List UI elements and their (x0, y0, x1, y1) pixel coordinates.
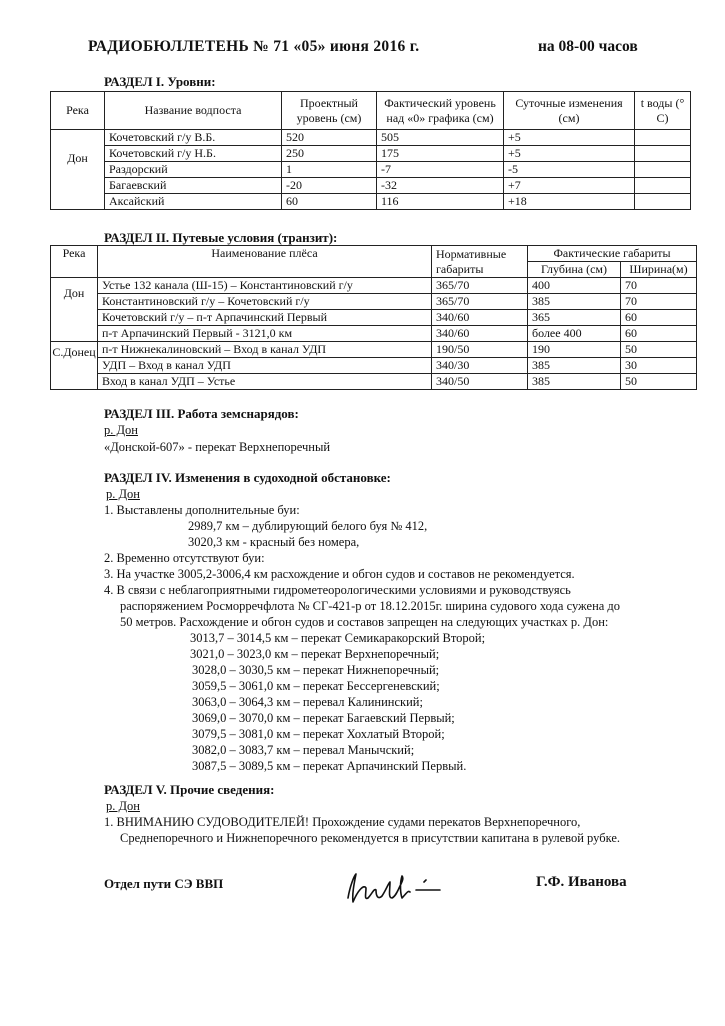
daily-change: +5 (504, 130, 635, 146)
section3-river: р. Дон (104, 423, 138, 437)
restricted-section: 3059,5 – 3061,0 км – перекат Бессергеневский; (192, 679, 440, 693)
col-normative: Нормативные габариты (432, 246, 528, 278)
actual-level: -7 (377, 162, 504, 178)
actual-level: 175 (377, 146, 504, 162)
table-row (51, 162, 691, 178)
width: 70 (621, 278, 697, 294)
daily-change: -5 (504, 162, 635, 178)
table-row (51, 146, 691, 162)
depth: 190 (528, 342, 621, 358)
bulletin-title: РАДИОБЮЛЛЕТЕНЬ № 71 «05» июня 2016 г. (88, 38, 420, 55)
post-name: Аксайский (105, 194, 282, 210)
depth: более 400 (528, 326, 621, 342)
col-depth: Глубина (см) (528, 262, 621, 278)
normative: 340/60 (432, 310, 528, 326)
col-post-name: Название водпоста (105, 92, 282, 130)
water-temp (635, 178, 691, 194)
col-reach-name: Наименование плёса (98, 246, 432, 278)
river-cell: Дон (51, 130, 105, 210)
actual-level: -32 (377, 178, 504, 194)
normative: 340/50 (432, 374, 528, 390)
col-actual-level: Фактический уровень над «0» графика (см) (377, 92, 504, 130)
reach-name: УДП – Вход в канал УДП (98, 358, 432, 374)
levels-header-row (51, 92, 691, 130)
normative: 365/70 (432, 294, 528, 310)
design-level: 250 (282, 146, 377, 162)
actual-level: 116 (377, 194, 504, 210)
design-level: 1 (282, 162, 377, 178)
section4-item1-buoy1: 2989,7 км – дублирующий белого буя № 412, (188, 519, 428, 533)
signer-name: Г.Ф. Иванова (536, 874, 627, 890)
col-river: Река (51, 92, 105, 130)
col-width: Ширина(м) (621, 262, 697, 278)
river-cell: Дон (51, 278, 98, 342)
post-name: Кочетовский г/у В.Б. (105, 130, 282, 146)
water-temp (635, 130, 691, 146)
section4-item3: 3. На участке 3005,2-3006,4 км расхождение и обгон судов и составов не рекомендуется. (104, 567, 575, 581)
water-temp (635, 162, 691, 178)
table-row (51, 358, 697, 374)
reach-name: Константиновский г/у – Кочетовский г/у (98, 294, 432, 310)
section4-item4-line1: 4. В связи с неблагоприятными гидрометеорологическими условиями и руководствуясь (104, 583, 571, 597)
table-row (51, 278, 697, 294)
reach-name: Вход в канал УДП – Устье (98, 374, 432, 390)
depth: 385 (528, 358, 621, 374)
levels-table (50, 91, 691, 210)
table-row (51, 194, 691, 210)
reach-name: п-т Арпачинский Первый - 3121,0 км (98, 326, 432, 342)
col-actual-dimensions: Фактические габариты (528, 246, 697, 262)
section5-heading: РАЗДЕЛ V. Прочие сведения: (104, 782, 275, 797)
depth: 365 (528, 310, 621, 326)
section4-heading: РАЗДЕЛ IV. Изменения в судоходной обстановке: (104, 470, 391, 485)
restricted-section: 3028,0 – 3030,5 км – перекат Нижнепоречный; (192, 663, 440, 677)
section1-heading: РАЗДЕЛ I. Уровни: (104, 74, 216, 89)
restricted-section: 3063,0 – 3064,3 км – перевал Калининский; (192, 695, 423, 709)
table-row (51, 374, 697, 390)
section5-line1: 1. ВНИМАНИЮ СУДОВОДИТЕЛЕЙ! Прохождение судами перекатов Верхнепоречного, (104, 815, 581, 829)
section4-item2: 2. Временно отсутствуют буи: (104, 551, 265, 565)
col-river: Река (51, 246, 98, 278)
section3-text: «Донской-607» - перекат Верхнепоречный (104, 440, 331, 454)
depth: 385 (528, 374, 621, 390)
daily-change: +5 (504, 146, 635, 162)
col-design-level: Проектный уровень (см) (282, 92, 377, 130)
col-water-temp: t воды (° С) (635, 92, 691, 130)
normative: 365/70 (432, 278, 528, 294)
signature-image (340, 868, 450, 912)
bulletin-time: на 08-00 часов (538, 38, 638, 55)
depth: 400 (528, 278, 621, 294)
width: 30 (621, 358, 697, 374)
width: 50 (621, 342, 697, 358)
section3-heading: РАЗДЕЛ III. Работа земснарядов: (104, 406, 299, 421)
design-level: 60 (282, 194, 377, 210)
reach-name: Устье 132 канала (Ш-15) – Константиновский г/у (98, 278, 432, 294)
width: 60 (621, 310, 697, 326)
section5-line2: Среднепоречного и Нижнепоречного рекомендуется в присутствии капитана в рулевой рубке. (120, 831, 621, 845)
post-name: Кочетовский г/у Н.Б. (105, 146, 282, 162)
reach-name: Кочетовский г/у – п-т Арпачинский Первый (98, 310, 432, 326)
table-row (51, 130, 691, 146)
restricted-section: 3021,0 – 3023,0 км – перекат Верхнепоречный; (190, 647, 440, 661)
actual-level: 505 (377, 130, 504, 146)
restricted-section: 3069,0 – 3070,0 км – перекат Багаевский Первый; (192, 711, 455, 725)
normative: 340/30 (432, 358, 528, 374)
restricted-section: 3087,5 – 3089,5 км – перекат Арпачинский Первый. (192, 759, 467, 773)
restricted-section: 3082,0 – 3083,7 км – перевал Манычский; (192, 743, 415, 757)
department-name: Отдел пути СЭ ВВП (104, 876, 224, 891)
table-row (51, 326, 697, 342)
route-header-row (51, 246, 697, 262)
reach-name: п-т Нижнекалиновский – Вход в канал УДП (98, 342, 432, 358)
section4-item4-line3: 50 метров. Расхождение и обгон судов и составов запрещен на следующих участках р. Дон: (120, 615, 609, 629)
width: 50 (621, 374, 697, 390)
section4-item1: 1. Выставлены дополнительные буи: (104, 503, 300, 517)
depth: 385 (528, 294, 621, 310)
daily-change: +7 (504, 178, 635, 194)
route-conditions-table (50, 245, 697, 390)
section4-item4-line2: распоряжением Росморречфлота № СГ-421-р от 18.12.2015г. ширина судового хода сужена до (120, 599, 621, 613)
table-row (51, 310, 697, 326)
table-row (51, 178, 691, 194)
restricted-section: 3013,7 – 3014,5 км – перекат Семикаракорский Второй; (190, 631, 486, 645)
table-row (51, 294, 697, 310)
water-temp (635, 194, 691, 210)
design-level: 520 (282, 130, 377, 146)
section4-item1-buoy2: 3020,3 км - красный без номера, (188, 535, 360, 549)
post-name: Багаевский (105, 178, 282, 194)
section2-heading: РАЗДЕЛ II. Путевые условия (транзит): (104, 230, 338, 245)
table-row (51, 342, 697, 358)
col-daily-change: Суточные изменения (см) (504, 92, 635, 130)
section5-river: р. Дон (106, 799, 140, 813)
daily-change: +18 (504, 194, 635, 210)
normative: 340/60 (432, 326, 528, 342)
width: 70 (621, 294, 697, 310)
river-cell: С.Донец (51, 342, 98, 390)
water-temp (635, 146, 691, 162)
restricted-section: 3079,5 – 3081,0 км – перекат Хохлатый Второй; (192, 727, 445, 741)
normative: 190/50 (432, 342, 528, 358)
section4-river: р. Дон (106, 487, 140, 501)
post-name: Раздорский (105, 162, 282, 178)
design-level: -20 (282, 178, 377, 194)
width: 60 (621, 326, 697, 342)
